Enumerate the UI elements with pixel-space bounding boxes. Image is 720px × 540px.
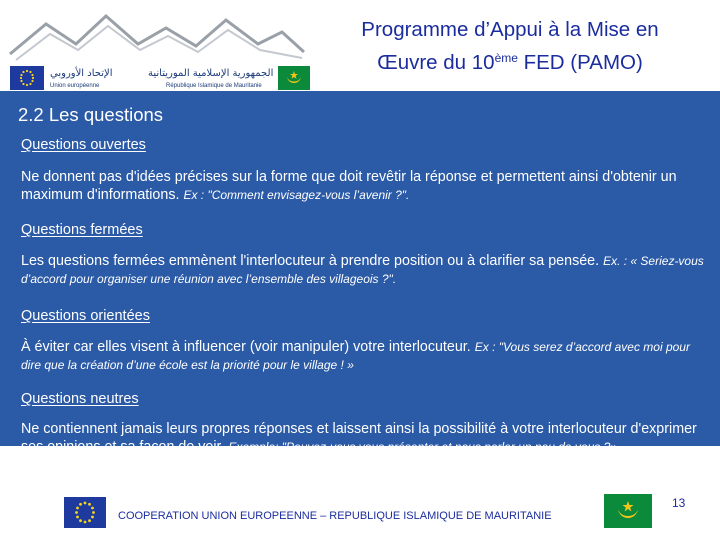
title-superscript: ème [494, 51, 518, 65]
eu-label-fr: Union européenne [50, 83, 100, 89]
eu-label-ar: الإتحاد الأوروبي [50, 68, 113, 79]
text-closed: Les questions fermées emmènent l'interlocuteur à prendre position ou à clarifier sa pensée. [21, 253, 604, 269]
example-open: Ex : "Comment envisagez-vous l’avenir ?". [183, 188, 410, 202]
eu-flag-small-icon [10, 66, 44, 90]
example-closed: Ex. : « Seriez-vous d’accord pour organiser une réunion avec l’ensemble des villageois ?". [21, 254, 704, 286]
mauritania-flag-icon [604, 494, 652, 528]
title-line-1: Programme d’Appui à la Mise en [361, 18, 659, 41]
footer-text: COOPERATION UNION EUROPEENNE – REPUBLIQUE ISLAMIQUE DE MAURITANIE [118, 510, 552, 522]
mountain-logo-icon [6, 10, 306, 66]
section-title-neutral: Questions neutres [21, 391, 139, 407]
example-leading: Ex : "Vous serez d’accord avec moi pour dire que la création d’une école est la priorité pour le village ! » [21, 340, 690, 372]
title-line-2-start: Œuvre du 10 [377, 51, 495, 74]
section-title-leading: Questions orientées [21, 308, 150, 324]
text-neutral: Ne contiennent jamais leurs propres réponses et laissent ainsi la possibilité à votre interlocuteur d'exprimer ses opinions et sa façon de voir. [21, 421, 697, 455]
section-text-neutral [21, 420, 711, 456]
section-text-open [21, 168, 711, 204]
header [0, 0, 720, 91]
section-text-leading [21, 338, 711, 374]
section-title-closed: Questions fermées [21, 222, 143, 238]
mr-label-ar: الجمهورية الإسلامية الموريتانية [148, 68, 274, 79]
slide-title [300, 16, 720, 77]
pamo-logo [6, 10, 306, 90]
section-text-closed [21, 252, 711, 288]
eu-flag-icon [64, 497, 106, 528]
page-number: 13 [672, 496, 686, 510]
section-heading: 2.2 Les questions [18, 104, 164, 125]
title-line-2-end: FED (PAMO) [517, 51, 643, 74]
mr-label-fr: République Islamique de Mauritanie [166, 83, 262, 89]
example-neutral: Exemple: "Pouvez-vous vous présenter et nous parler un peu de vous ?». [228, 440, 621, 454]
text-leading: À éviter car elles visent à influencer (voir manipuler) votre interlocuteur. [21, 339, 475, 355]
section-title-open: Questions ouvertes [21, 137, 146, 153]
text-open: Ne donnent pas d'idées précises sur la forme que doit revêtir la réponse et permettent ainsi d'obtenir un maximum d'informations. [21, 169, 677, 203]
title-line-2 [300, 44, 720, 77]
